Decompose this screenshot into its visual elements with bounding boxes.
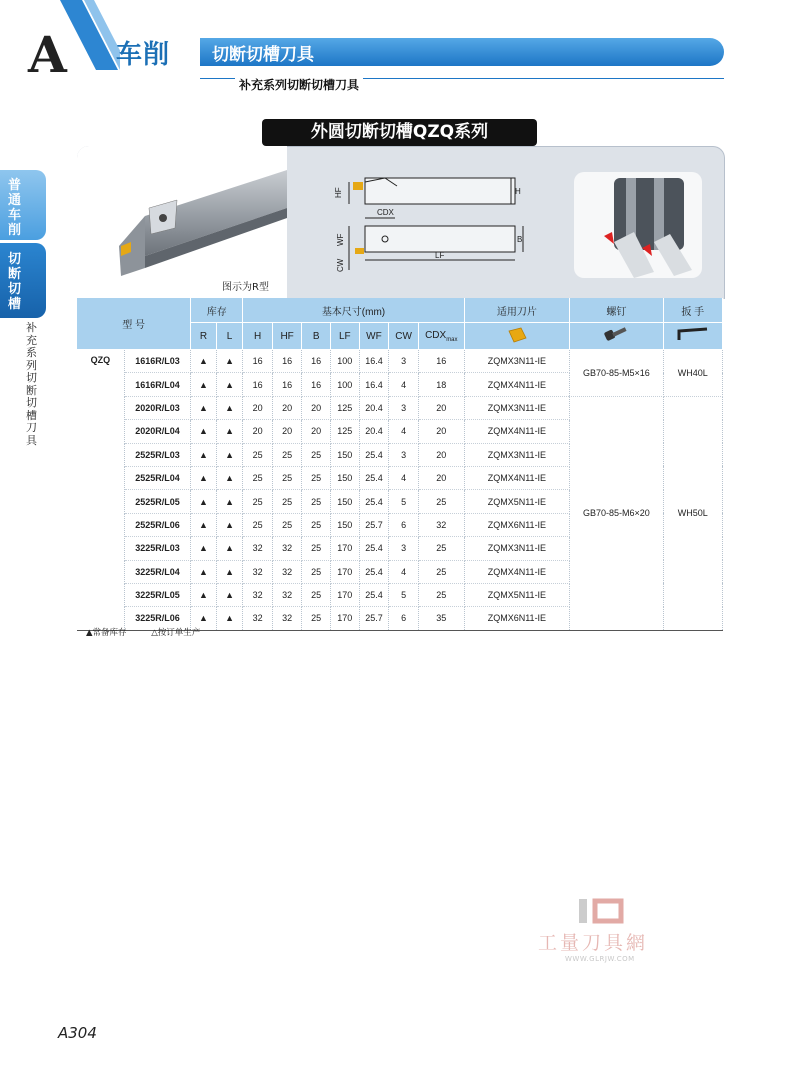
cell-cdx: 18: [418, 373, 464, 396]
cell-l: ▲: [216, 466, 243, 489]
cell-wf: 20.4: [359, 420, 389, 443]
cell-hf: 32: [272, 537, 302, 560]
side-tab-general-turning-label: 普通车削: [8, 178, 22, 238]
cell-model: 2525R/L04: [124, 466, 190, 489]
cell-insert: ZQMX3N11-IE: [464, 443, 570, 466]
cell-l: ▲: [216, 537, 243, 560]
cell-cdx: 32: [418, 513, 464, 536]
figure-caption: 图示为R型: [222, 282, 269, 293]
cell-h: 20: [243, 420, 273, 443]
header-chevron-decoration: [60, 0, 120, 80]
cell-b: 25: [302, 560, 331, 583]
header-screw: 螺钉: [570, 298, 663, 323]
cell-wf: 25.4: [359, 466, 389, 489]
cell-b: 25: [302, 537, 331, 560]
cell-lf: 100: [330, 350, 359, 373]
cell-screw: GB70-85-M6×20: [570, 396, 663, 630]
cell-model: 2525R/L03: [124, 443, 190, 466]
cell-wrench: WH50L: [663, 396, 723, 630]
cell-h: 25: [243, 466, 273, 489]
cell-r: ▲: [191, 466, 217, 489]
dim-label-cw: CW: [336, 258, 345, 272]
cell-model: 2525R/L06: [124, 513, 190, 536]
header-model: 型 号: [77, 298, 191, 350]
cell-r: ▲: [191, 350, 217, 373]
dim-label-wf: WF: [336, 233, 345, 246]
header-lf: LF: [330, 323, 359, 350]
cell-insert: ZQMX5N11-IE: [464, 490, 570, 513]
header-b: B: [302, 323, 331, 350]
cell-lf: 150: [330, 490, 359, 513]
cell-r: ▲: [191, 490, 217, 513]
cell-h: 32: [243, 607, 273, 630]
category-label: 车削: [116, 40, 171, 70]
cell-lf: 150: [330, 513, 359, 536]
cell-h: 32: [243, 583, 273, 606]
cell-cdx: 25: [418, 583, 464, 606]
header-cw: CW: [389, 323, 419, 350]
dim-label-b: B: [517, 235, 523, 244]
cell-cdx: 35: [418, 607, 464, 630]
cell-insert: ZQMX5N11-IE: [464, 583, 570, 606]
cell-cw: 4: [389, 373, 419, 396]
cell-h: 32: [243, 560, 273, 583]
cell-hf: 20: [272, 396, 302, 419]
cell-l: ▲: [216, 373, 243, 396]
cell-cw: 3: [389, 396, 419, 419]
cell-wf: 16.4: [359, 350, 389, 373]
page-number: A304: [58, 1024, 97, 1042]
cell-model: 1616R/L03: [124, 350, 190, 373]
cell-h: 16: [243, 350, 273, 373]
cell-cw: 4: [389, 420, 419, 443]
side-vertical-label: 补充系列切断切槽刀具: [26, 321, 37, 447]
cell-hf: 16: [272, 373, 302, 396]
page-subtitle: 补充系列切断切槽刀具: [235, 76, 363, 93]
cell-model: 2525R/L05: [124, 490, 190, 513]
cell-r: ▲: [191, 513, 217, 536]
cell-cw: 6: [389, 607, 419, 630]
dimension-drawing: [325, 160, 535, 278]
cell-l: ▲: [216, 513, 243, 536]
section-letter: A: [28, 25, 67, 84]
legend-order: △按订单生产: [151, 628, 201, 638]
header-l: L: [216, 323, 243, 350]
cell-cdx: 25: [418, 560, 464, 583]
cell-insert: ZQMX4N11-IE: [464, 420, 570, 443]
cell-wf: 25.7: [359, 607, 389, 630]
cell-model: 3225R/L06: [124, 607, 190, 630]
cell-wf: 16.4: [359, 373, 389, 396]
cell-b: 25: [302, 513, 331, 536]
cell-lf: 150: [330, 466, 359, 489]
cell-lf: 170: [330, 583, 359, 606]
page-title: 切断切槽刀具: [212, 45, 314, 65]
cell-hf: 25: [272, 513, 302, 536]
cell-wf: 25.4: [359, 583, 389, 606]
watermark-text: 工量刀具網: [538, 932, 649, 954]
cell-cdx: 20: [418, 466, 464, 489]
cell-h: 32: [243, 537, 273, 560]
cell-b: 20: [302, 420, 331, 443]
dim-label-cdx: CDX: [377, 208, 394, 217]
cell-lf: 100: [330, 373, 359, 396]
header-wrench: 扳 手: [663, 298, 723, 323]
cell-l: ▲: [216, 443, 243, 466]
cell-hf: 20: [272, 420, 302, 443]
cell-insert: ZQMX3N11-IE: [464, 396, 570, 419]
application-photo: [574, 172, 702, 278]
header-cdx-sub: max: [446, 336, 458, 343]
wrench-icon: [663, 323, 723, 350]
cell-l: ▲: [216, 583, 243, 606]
cell-cdx: 20: [418, 443, 464, 466]
table-row: [77, 350, 723, 373]
cell-lf: 170: [330, 607, 359, 630]
header-cdx: [418, 323, 464, 350]
table-row: [77, 396, 723, 419]
cell-b: 25: [302, 490, 331, 513]
cell-b: 20: [302, 396, 331, 419]
tool-holder-photo: [105, 168, 290, 283]
cell-r: ▲: [191, 443, 217, 466]
cell-model: 3225R/L05: [124, 583, 190, 606]
cell-b: 25: [302, 607, 331, 630]
cell-cw: 5: [389, 490, 419, 513]
cell-insert: ZQMX6N11-IE: [464, 513, 570, 536]
header-h: H: [243, 323, 273, 350]
cell-model: 3225R/L03: [124, 537, 190, 560]
cell-hf: 25: [272, 443, 302, 466]
watermark-url: WWW.GLRJW.COM: [565, 955, 635, 963]
cell-model: 2020R/L03: [124, 396, 190, 419]
cell-l: ▲: [216, 396, 243, 419]
cell-cdx: 20: [418, 420, 464, 443]
cell-l: ▲: [216, 490, 243, 513]
cell-hf: 25: [272, 466, 302, 489]
cell-l: ▲: [216, 420, 243, 443]
header-r: R: [191, 323, 217, 350]
cell-h: 25: [243, 513, 273, 536]
cell-l: ▲: [216, 350, 243, 373]
side-tab-parting-grooving-label: 切断切槽: [8, 252, 22, 312]
cell-l: ▲: [216, 560, 243, 583]
cell-r: ▲: [191, 607, 217, 630]
cell-hf: 25: [272, 490, 302, 513]
cell-r: ▲: [191, 396, 217, 419]
cell-wf: 20.4: [359, 396, 389, 419]
section-title: 外圆切断切槽QZQ系列: [262, 119, 537, 146]
cell-insert: ZQMX4N11-IE: [464, 373, 570, 396]
cell-wf: 25.4: [359, 443, 389, 466]
cell-h: 25: [243, 443, 273, 466]
cell-b: 16: [302, 350, 331, 373]
cell-model: 1616R/L04: [124, 373, 190, 396]
cell-cw: 4: [389, 466, 419, 489]
cell-insert: ZQMX4N11-IE: [464, 466, 570, 489]
cell-hf: 32: [272, 607, 302, 630]
cell-r: ▲: [191, 560, 217, 583]
cell-model: 3225R/L04: [124, 560, 190, 583]
dim-label-lf: LF: [435, 251, 445, 260]
cell-cdx: 25: [418, 490, 464, 513]
spec-table-body: [77, 350, 723, 631]
cell-r: ▲: [191, 373, 217, 396]
cell-hf: 16: [272, 350, 302, 373]
cell-cw: 3: [389, 537, 419, 560]
cell-l: ▲: [216, 607, 243, 630]
header-hf: HF: [272, 323, 302, 350]
stock-legend: [86, 626, 222, 638]
header-stock: 库存: [191, 298, 243, 323]
insert-icon: [464, 323, 570, 350]
header-dims: 基本尺寸(mm): [243, 298, 464, 323]
cell-cw: 4: [389, 560, 419, 583]
header-insert: 适用刀片: [464, 298, 570, 323]
cell-lf: 150: [330, 443, 359, 466]
cell-lf: 170: [330, 560, 359, 583]
legend-stock: ▲常备库存: [86, 628, 127, 638]
screw-icon: [570, 323, 663, 350]
cell-wf: 25.4: [359, 537, 389, 560]
cell-insert: ZQMX3N11-IE: [464, 350, 570, 373]
cell-screw: GB70-85-M5×16: [570, 350, 663, 397]
cell-cdx: 16: [418, 350, 464, 373]
cell-cw: 3: [389, 350, 419, 373]
cell-cdx: 20: [418, 396, 464, 419]
cell-h: 16: [243, 373, 273, 396]
watermark-logo-icon: [575, 897, 627, 925]
cell-b: 16: [302, 373, 331, 396]
cell-insert: ZQMX3N11-IE: [464, 537, 570, 560]
cell-wf: 25.7: [359, 513, 389, 536]
cell-cw: 6: [389, 513, 419, 536]
cell-model: 2020R/L04: [124, 420, 190, 443]
cell-hf: 32: [272, 583, 302, 606]
cell-b: 25: [302, 583, 331, 606]
cell-lf: 125: [330, 420, 359, 443]
cell-r: ▲: [191, 537, 217, 560]
cell-hf: 32: [272, 560, 302, 583]
cell-h: 20: [243, 396, 273, 419]
cell-cw: 5: [389, 583, 419, 606]
cell-wrench: WH40L: [663, 350, 723, 397]
cell-cdx: 25: [418, 537, 464, 560]
cell-h: 25: [243, 490, 273, 513]
dim-label-hf: HF: [334, 187, 343, 198]
series-prefix: QZQ: [77, 350, 124, 631]
cell-wf: 25.4: [359, 560, 389, 583]
cell-lf: 170: [330, 537, 359, 560]
cell-insert: ZQMX6N11-IE: [464, 607, 570, 630]
cell-r: ▲: [191, 420, 217, 443]
dim-label-h: H: [515, 187, 521, 196]
spec-table: [77, 298, 723, 631]
cell-b: 25: [302, 443, 331, 466]
header-cdx-label: CDX: [425, 329, 447, 341]
cell-lf: 125: [330, 396, 359, 419]
cell-cw: 3: [389, 443, 419, 466]
cell-b: 25: [302, 466, 331, 489]
cell-insert: ZQMX4N11-IE: [464, 560, 570, 583]
header-wf: WF: [359, 323, 389, 350]
cell-r: ▲: [191, 583, 217, 606]
cell-wf: 25.4: [359, 490, 389, 513]
